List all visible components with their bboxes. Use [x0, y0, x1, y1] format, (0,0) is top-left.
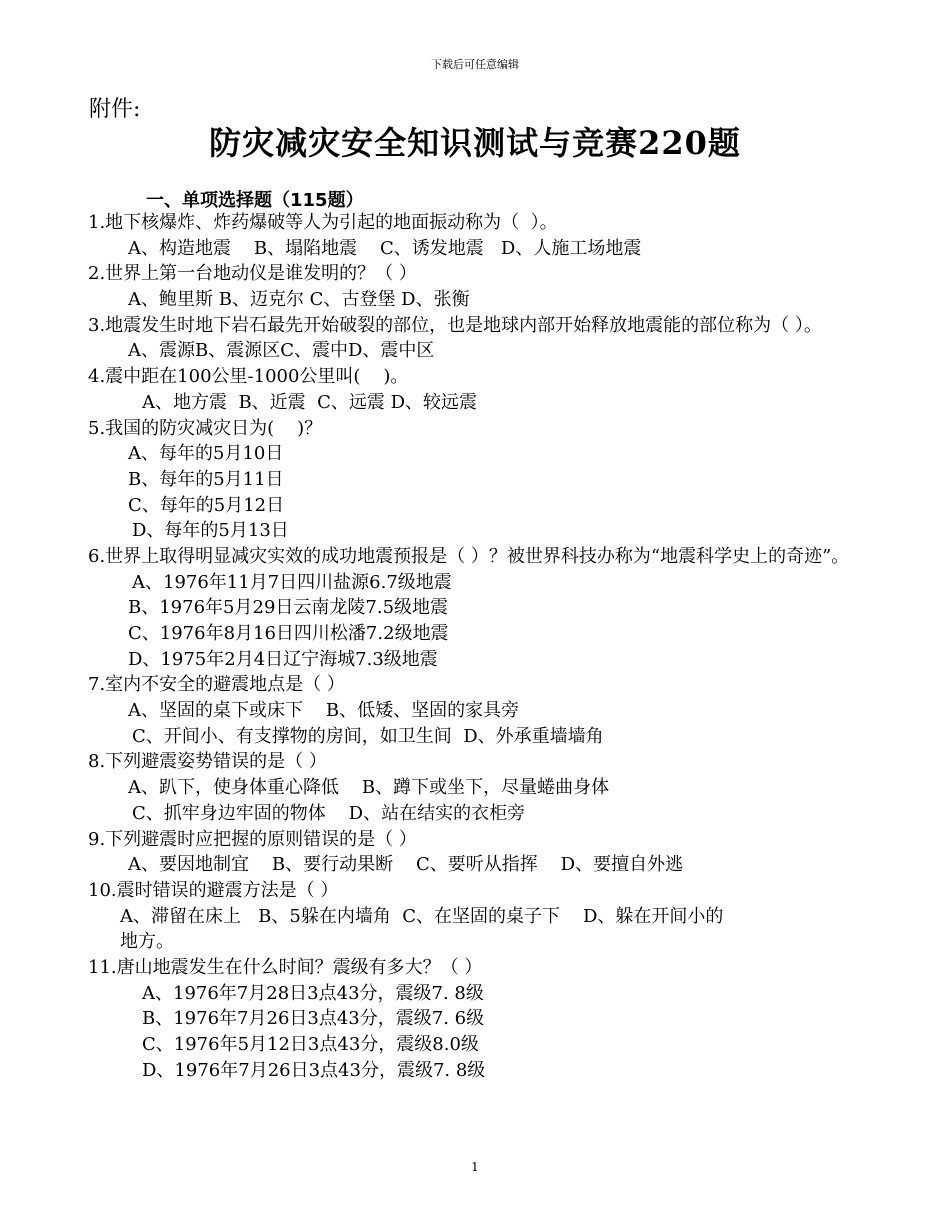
question-3-options: A、震源B、震源区C、震中D、震中区: [128, 340, 435, 362]
page-header-note: 下载后可任意编辑: [431, 58, 519, 71]
question-1-text: 1.地下核爆炸、炸药爆破等人为引起的地面振动称为（ ）。: [88, 212, 558, 233]
question-11-option-c: C、1976年5月12日3点43分，震级8.0级: [142, 1034, 479, 1056]
question-10-options: A、滞留在床上 B、5躲在内墙角 C、在坚固的桌子下 D、躲在开间小的: [120, 905, 724, 927]
question-1-options: A、构造地震 B、塌陷地震 C、诱发地震 D、人施工场地震: [128, 237, 642, 259]
question-5-option-a: A、每年的5月10日: [128, 443, 284, 465]
attachment-label: 附件:: [89, 97, 141, 122]
question-9-text: 9.下列避震时应把握的原则错误的是（ ）: [88, 828, 417, 850]
question-10-options-continuation: 地方。: [120, 931, 174, 953]
section-title: 一、单项选择题（115题）: [146, 190, 364, 211]
question-8-options-row-2: C、抓牢身边牢固的物体 D、站在结实的衣柜旁: [132, 802, 526, 824]
question-2-options: A、鲍里斯 B、迈克尔 C、古登堡 D、张衡: [128, 289, 470, 311]
question-5-option-b: B、每年的5月11日: [128, 468, 284, 490]
question-6-option-b: B、1976年5月29日云南龙陵7.5级地震: [128, 597, 449, 619]
question-10-text: 10.震时错误的避震方法是（ ）: [88, 879, 339, 901]
question-5-option-c: C、每年的5月12日: [128, 494, 285, 516]
question-5-option-d: D、每年的5月13日: [132, 520, 289, 542]
question-9-options: A、要因地制宜 B、要行动果断 C、要听从指挥 D、要擅自外逃: [128, 854, 684, 876]
question-7-options-row-2: C、开间小、有支撑物的房间，如卫生间 D、外承重墙墙角: [132, 725, 604, 747]
question-11-text: 11.唐山地震发生在什么时间？震级有多大？（ ）: [88, 956, 483, 978]
page-number: 1: [471, 1160, 479, 1174]
question-4-text: 4.震中距在100公里-1000公里叫( )。: [88, 366, 409, 388]
question-6-option-a: A、1976年11月7日四川盐源6.7级地震: [132, 571, 452, 593]
question-6-text: 6.世界上取得明显减灾实效的成功地震预报是（ ）？被世界科技办称为“地震科学史上的奇迹”。: [88, 545, 850, 567]
question-7-options-row-1: A、坚固的桌下或床下 B、低矮、坚固的家具旁: [128, 700, 520, 722]
question-7-text: 7.室内不安全的避震地点是（ ）: [88, 674, 345, 696]
question-11-option-b: B、1976年7月26日3点43分，震级7. 6级: [142, 1008, 485, 1030]
question-6-option-d: D、1975年2月4日辽宁海城7.3级地震: [128, 648, 438, 670]
question-3-text: 3.地震发生时地下岩石最先开始破裂的部位，也是地球内部开始释放地震能的部位称为（ ）。: [88, 314, 822, 336]
page-title: 防灾减灾安全知识测试与竞赛220题: [209, 124, 741, 162]
question-5-text: 5.我国的防灾减灾日为( )？: [88, 417, 323, 439]
question-list: [88, 210, 862, 1083]
question-6-option-c: C、1976年8月16日四川松潘7.2级地震: [128, 623, 449, 645]
question-2-text: 2.世界上第一台地动仪是谁发明的？（ ）: [88, 263, 417, 285]
question-11-option-a: A、1976年7月28日3点43分，震级7. 8级: [142, 982, 484, 1004]
question-11-option-d: D、1976年7月26日3点43分，震级7. 8级: [142, 1059, 486, 1081]
question-4-options: A、地方震 B、近震 C、远震 D、较远震: [142, 391, 478, 413]
question-8-options-row-1: A、趴下，使身体重心降低 B、蹲下或坐下，尽量蜷曲身体: [128, 777, 610, 799]
question-8-text: 8.下列避震姿势错误的是（ ）: [88, 751, 327, 773]
